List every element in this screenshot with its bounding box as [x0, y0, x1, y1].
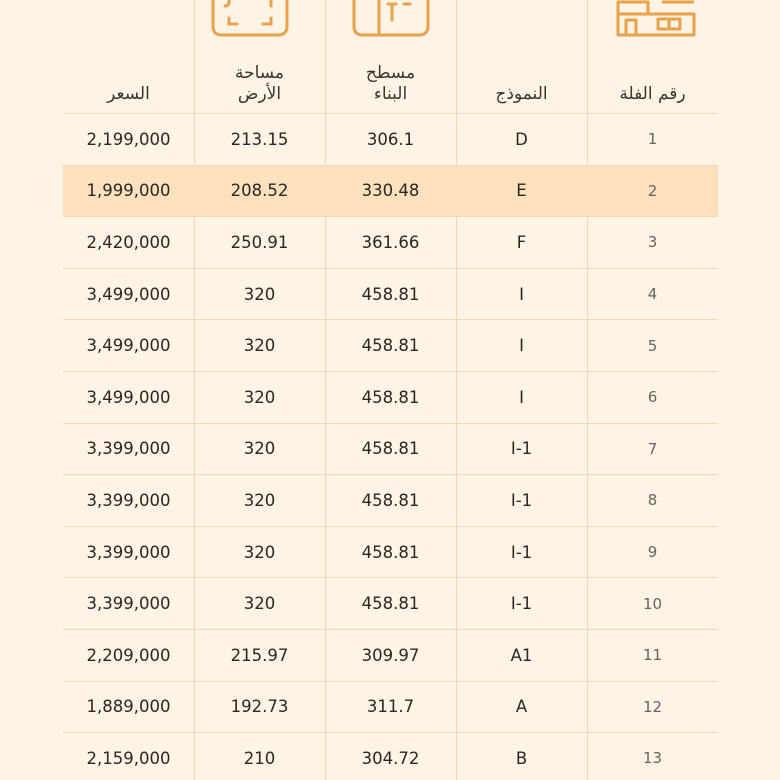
villa-number-cell: 8: [647, 491, 658, 510]
table-row[interactable]: [63, 682, 718, 734]
price-cell: 3,399,000: [86, 439, 171, 459]
build-area-cell: 306.1: [366, 129, 415, 149]
price-cell: 3,499,000: [86, 336, 171, 356]
price-cell: 1,889,000: [86, 697, 171, 717]
villa-number-cell: 11: [642, 646, 663, 665]
build-area-cell: 458.81: [361, 284, 420, 304]
model-cell: I-1: [510, 439, 533, 459]
model-cell: A1: [510, 645, 533, 665]
header-villa-number: رقم الفلة: [619, 84, 686, 104]
table-row[interactable]: [63, 269, 718, 321]
build-area-cell: 309.97: [361, 645, 420, 665]
model-cell: A: [515, 697, 528, 717]
table-row[interactable]: [63, 217, 718, 269]
build-area-cell: 304.72: [361, 748, 420, 768]
table-row[interactable]: [63, 166, 718, 218]
table-body: [63, 114, 718, 780]
header-build-area-line2: البناء: [373, 84, 408, 104]
table-row[interactable]: [63, 630, 718, 682]
villa-number-cell: 9: [647, 543, 658, 562]
model-cell: I-1: [510, 490, 533, 510]
model-cell: I-1: [510, 542, 533, 562]
model-cell: B: [515, 748, 528, 768]
price-cell: 2,209,000: [86, 645, 171, 665]
model-cell: I: [519, 336, 524, 356]
build-area-cell: 458.81: [361, 439, 420, 459]
land-area-cell: 250.91: [230, 232, 289, 252]
build-area-cell: 458.81: [361, 542, 420, 562]
model-cell: D: [515, 129, 528, 149]
villa-number-cell: 10: [642, 594, 663, 613]
villa-number-cell: 2: [647, 181, 658, 200]
table-row[interactable]: [63, 733, 718, 780]
header-model: النموذج: [495, 84, 548, 104]
header-land-area-line1: مساحة: [234, 63, 285, 83]
villa-number-cell: 4: [647, 285, 658, 304]
model-cell: I: [519, 284, 524, 304]
header-build-area-line1: مسطح: [365, 63, 416, 83]
model-cell: F: [516, 232, 527, 252]
land-area-cell: 215.97: [230, 645, 289, 665]
land-area-cell: 192.73: [230, 697, 289, 717]
villa-number-cell: 5: [647, 336, 658, 355]
land-area-cell: 320: [243, 542, 276, 562]
build-area-cell: 330.48: [361, 181, 420, 201]
header-build-area: [325, 63, 456, 105]
build-area-cell: 458.81: [361, 387, 420, 407]
villa-number-cell: 1: [647, 130, 658, 149]
model-cell: E: [516, 181, 527, 201]
land-area-cell: 320: [243, 387, 276, 407]
land-area-cell: 210: [243, 748, 276, 768]
model-cell: I-1: [510, 594, 533, 614]
table-row[interactable]: [63, 475, 718, 527]
price-cell: 3,499,000: [86, 284, 171, 304]
land-area-cell: 320: [243, 284, 276, 304]
model-cell: I: [519, 387, 524, 407]
villa-house-icon: [614, 0, 698, 38]
villa-number-cell: 6: [647, 388, 658, 407]
build-area-cell: 311.7: [366, 697, 415, 717]
header-price: السعر: [107, 84, 150, 104]
land-area-icon: [211, 0, 289, 38]
table-row[interactable]: [63, 320, 718, 372]
price-cell: 2,159,000: [86, 748, 171, 768]
price-cell: 2,420,000: [86, 232, 171, 252]
price-cell: 3,399,000: [86, 542, 171, 562]
price-cell: 3,399,000: [86, 594, 171, 614]
table-row[interactable]: [63, 424, 718, 476]
land-area-cell: 208.52: [230, 181, 289, 201]
land-area-cell: 320: [243, 336, 276, 356]
floor-plan-icon: [352, 0, 430, 38]
price-cell: 3,499,000: [86, 387, 171, 407]
land-area-cell: 320: [243, 439, 276, 459]
price-cell: 2,199,000: [86, 129, 171, 149]
land-area-cell: 213.15: [230, 129, 289, 149]
build-area-cell: 458.81: [361, 336, 420, 356]
table-row[interactable]: [63, 372, 718, 424]
price-cell: 1,999,000: [86, 181, 171, 201]
price-cell: 3,399,000: [86, 490, 171, 510]
table-row[interactable]: [63, 578, 718, 630]
villa-number-cell: 13: [642, 749, 663, 768]
land-area-cell: 320: [243, 594, 276, 614]
villa-number-cell: 3: [647, 233, 658, 252]
land-area-cell: 320: [243, 490, 276, 510]
build-area-cell: 361.66: [361, 232, 420, 252]
table-row[interactable]: [63, 527, 718, 579]
header-land-area-line2: الأرض: [237, 84, 282, 104]
build-area-cell: 458.81: [361, 490, 420, 510]
villa-number-cell: 7: [647, 439, 658, 458]
villa-number-cell: 12: [642, 697, 663, 716]
build-area-cell: 458.81: [361, 594, 420, 614]
header-land-area: [194, 63, 325, 105]
table-row[interactable]: [63, 114, 718, 166]
